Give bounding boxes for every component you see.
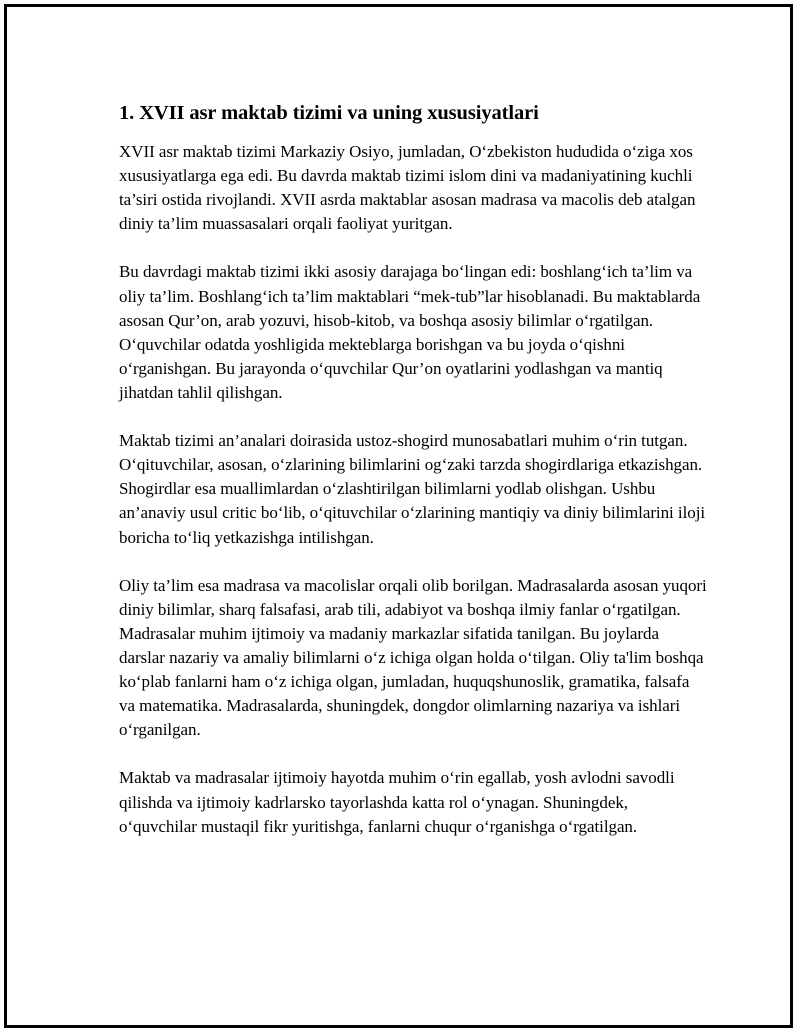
document-body (119, 100, 709, 839)
paragraph-4: Oliy ta’lim esa madrasa va macolislar orqali olib borilgan. Madrasalarda asosan yuqori diniy bilimlar, sharq falsafasi, arab tili, adabiyot va boshqa ilmiy fanlar o‘rgatilgan. Madrasalar muhim ijtimoiy va madaniy markazlar sifatida tanilgan. Bu joylarda darslar nazariy va amaliy bilimlarni o‘z ichiga olgan holda o‘tilgan. Oliy ta'lim boshqa ko‘plab fanlarni ham o‘z ichiga olgan, jumladan, huquqshunoslik, gramatika, falsafa va matematika. Madrasalarda, shuningdek, dongdor olimlarning nazariya va ishlari o‘rganilgan. (119, 575, 707, 740)
paragraph-5: Maktab va madrasalar ijtimoiy hayotda muhim o‘rin egallab, yosh avlodni savodli qilishda va ijtimoiy kadrlarsko tayorlashda katta rol o‘ynagan. Shuningdek, o‘quvchilar mustaqil fikr yuritishga, fanlarni chuqur o‘rganishga o‘rgatilgan. (119, 768, 675, 836)
paragraph-2: Bu davrdagi maktab tizimi ikki asosiy darajaga bo‘lingan edi: boshlang‘ich ta’lim va oliy ta’lim. Boshlang‘ich ta’lim maktablari “mek-tub”lar hisoblanadi. Bu maktablarda asosan Qur’on, arab yozuvi, hisob-kitob, va boshqa asosiy bilimlar o‘rgatilgan. O‘quvchilar odatda yoshligida mekteblarga borishgan va bu joyda o‘qishni o‘rganishgan. Bu jarayonda o‘quvchilar Qur’on oyatlarini yodlashgan va mantiq jihatdan tahlil qilishgan. (119, 262, 701, 402)
page-frame (4, 4, 793, 1028)
paragraph-3: Maktab tizimi an’analari doirasida ustoz-shogird munosabatlari muhim o‘rin tutgan. O‘qituvchilar, asosan, o‘zlarining bilimlarini og‘zaki tarzda shogirdlariga etkazishgan. Shogirdlar esa muallimlardan o‘zlashtirilgan bilimlarni yodlab olishgan. Ushbu an’anaviy usul critic bo‘lib, o‘qituvchilar o‘zlarining mantiqiy va diniy bilimlarini iloji boricha to‘liq yetkazishga intilishgan. (119, 431, 706, 547)
paragraph-1: XVII asr maktab tizimi Markaziy Osiyo, jumladan, O‘zbekiston hududida o‘ziga xos xususiyatlarga ega edi. Bu davrda maktab tizimi islom dini va madaniyatining kuchli ta’siri ostida rivojlandi. XVII asrda maktablar asosan madrasa va macolis deb atalgan diniy ta’lim muassasalari orqali faoliyat yuritgan. (119, 142, 696, 234)
section-heading: 1. XVII asr maktab tizimi va uning xususiyatlari (119, 102, 539, 124)
